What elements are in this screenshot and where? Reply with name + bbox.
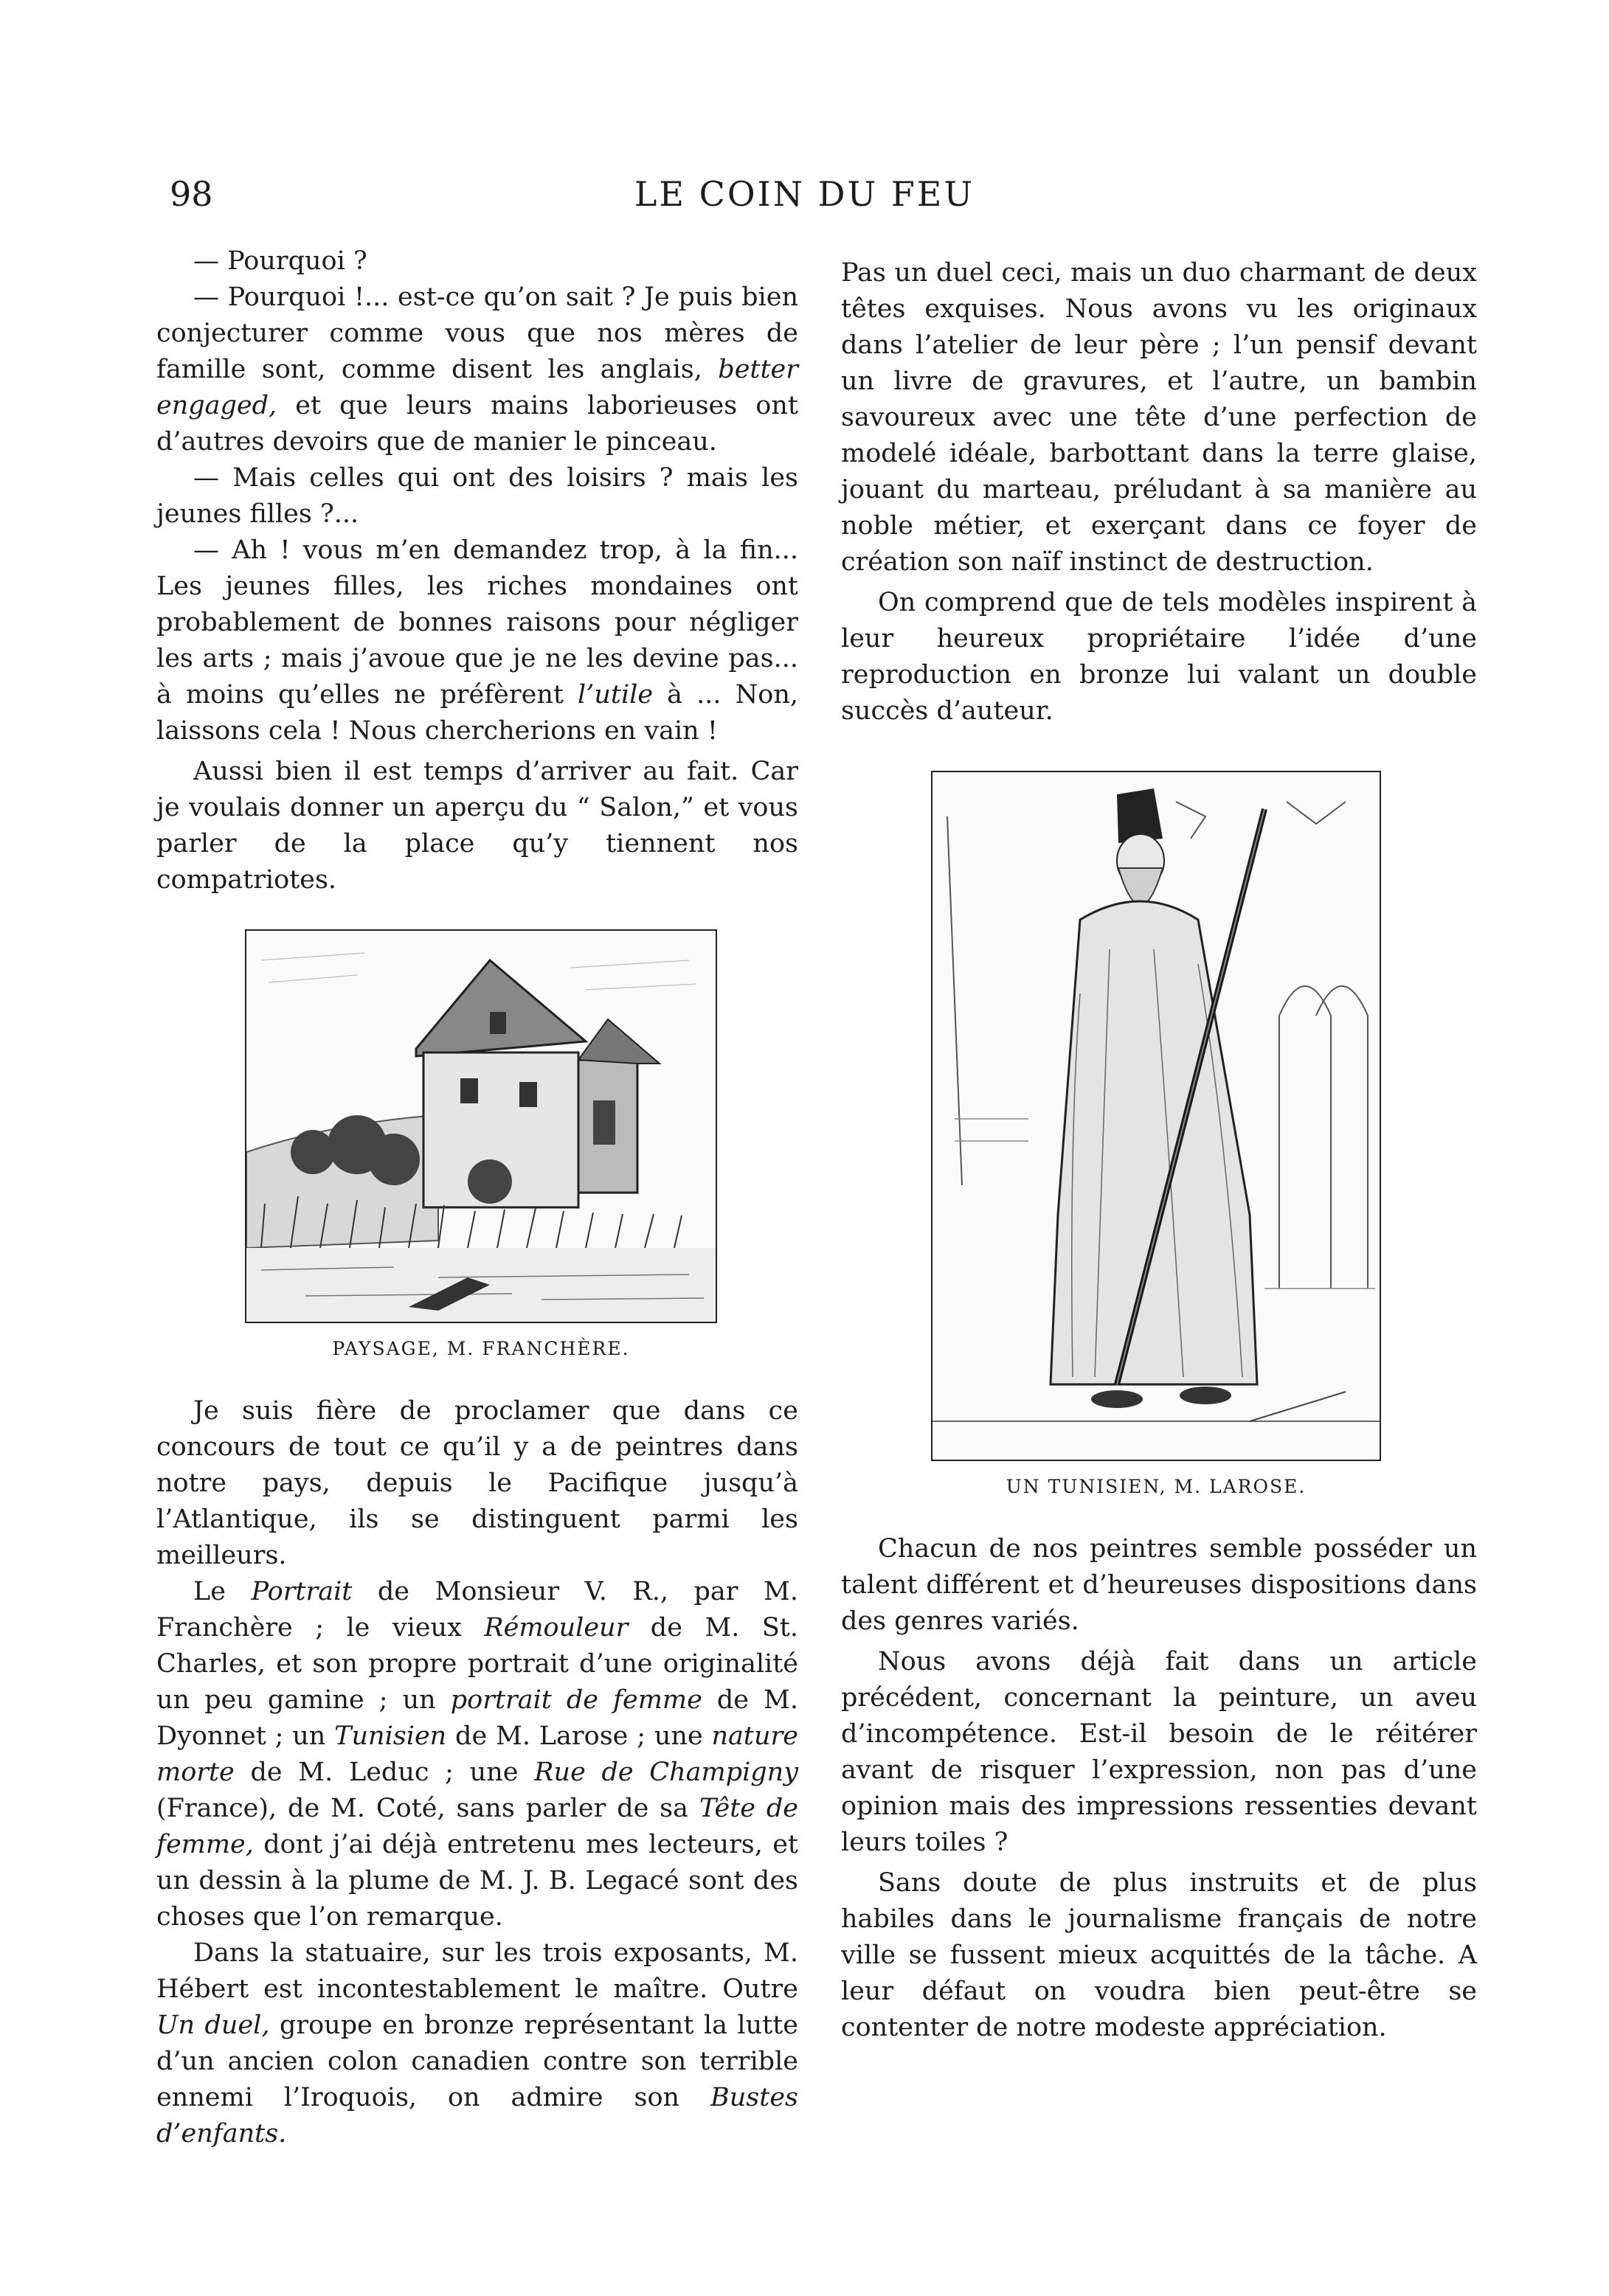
running-title: LE COIN DU FEU xyxy=(634,174,975,214)
landscape-figure xyxy=(245,929,717,1367)
paragraph: Aussi bien il est temps d’arriver au fait. Car je voulais donner un aperçu du “ Salon,” et vous parler de la place qu’y tiennent nos compatriotes. xyxy=(156,757,798,895)
page-number: 98 xyxy=(170,174,213,214)
figure-caption: UN TUNISIEN, M. LAROSE. xyxy=(1006,1476,1307,1497)
paragraph: — Pourquoi !... est-ce qu’on sait ? Je puis bien conjecturer comme vous que nos mères de famille sont, comme disent les anglais, better engaged, et que leurs mains laborieuses ont d’autres devoirs que de manier le pinceau. xyxy=(156,282,798,457)
paragraph: Je suis fière de proclamer que dans ce concours de tout ce qu’il y a de peintres dans notre pays, depuis le Pacifique jusqu’à l’Atlantique, ils se distinguent parmi les meilleurs. xyxy=(156,1396,798,1570)
left-column xyxy=(156,243,798,2152)
paragraph: — Mais celles qui ont des loisirs ? mais les jeunes filles ?... xyxy=(156,463,798,529)
paragraph: Chacun de nos peintres semble posséder un talent différent et d’heureuses dispositions dans des genres variés. xyxy=(841,1534,1477,1636)
figure-caption: PAYSAGE, M. FRANCHÈRE. xyxy=(332,1338,630,1359)
paragraph: Nous avons déjà fait dans un article précédent, concernant la peinture, un aveu d’incompétence. Est-il besoin de le réitérer avant de risquer l’expression, non pas d’une opinion mais des impressions ressenties devant leurs toiles ? xyxy=(841,1647,1477,1857)
right-column xyxy=(841,255,1477,2046)
paragraph: Sans doute de plus instruits et de plus habiles dans le journalisme français de notre ville se fussent mieux acquittés de la tâche. A leur défaut on voudra bien peut-être se contenter de notre modeste appréciation. xyxy=(841,1868,1477,2042)
paragraph: Le Portrait de Monsieur V. R., par M. Franchère ; le vieux Rémouleur de M. St. Charles, et son propre portrait d’une originalité un peu gamine ; un portrait de femme de M. Dyonnet ; un Tunisien de M. Larose ; une nature morte de M. Leduc ; une Rue de Champigny (France), de M. Coté, sans parler de sa Tête de femme, dont j’ai déjà entretenu mes lecteurs, et un dessin à la plume de M. J. B. Legacé sont des choses que l’on remarque. xyxy=(156,1577,798,1932)
tunisian-illustration xyxy=(931,771,1381,1461)
paragraph: Dans la statuaire, sur les trois exposants, M. Hébert est incontestablement le maître. Outre Un duel, groupe en bronze représentant la lutte d’un ancien colon canadien contre son terrible ennemi l’Iroquois, on admire son Bustes d’enfants. xyxy=(156,1938,798,2148)
tunisian-figure xyxy=(931,771,1381,1505)
page-header xyxy=(0,174,1609,218)
paragraph: — Ah ! vous m’en demandez trop, à la fin... Les jeunes filles, les riches mondaines ont probablement de bonnes raisons pour négliger les arts ; mais j’avoue que je ne les devine pas... à moins qu’elles ne préfèrent l’utile à ... Non, laissons cela ! Nous chercherions en vain ! xyxy=(156,535,798,746)
paragraph: — Pourquoi ? xyxy=(193,246,367,276)
landscape-illustration xyxy=(245,929,717,1323)
paragraph: On comprend que de tels modèles inspirent à leur heureux propriétaire l’idée d’une reproduction en bronze lui valant un double succès d’auteur. xyxy=(841,588,1477,726)
paragraph: Pas un duel ceci, mais un duo charmant de deux têtes exquises. Nous avons vu les originaux dans l’atelier de leur père ; l’un pensif devant un livre de gravures, et l’autre, un bambin savoureux avec une tête d’une perfection de modelé idéale, barbottant dans la terre glaise, jouant du marteau, préludant à sa manière au noble métier, et exerçant dans ce foyer de création son naïf instinct de destruction. xyxy=(841,258,1477,577)
